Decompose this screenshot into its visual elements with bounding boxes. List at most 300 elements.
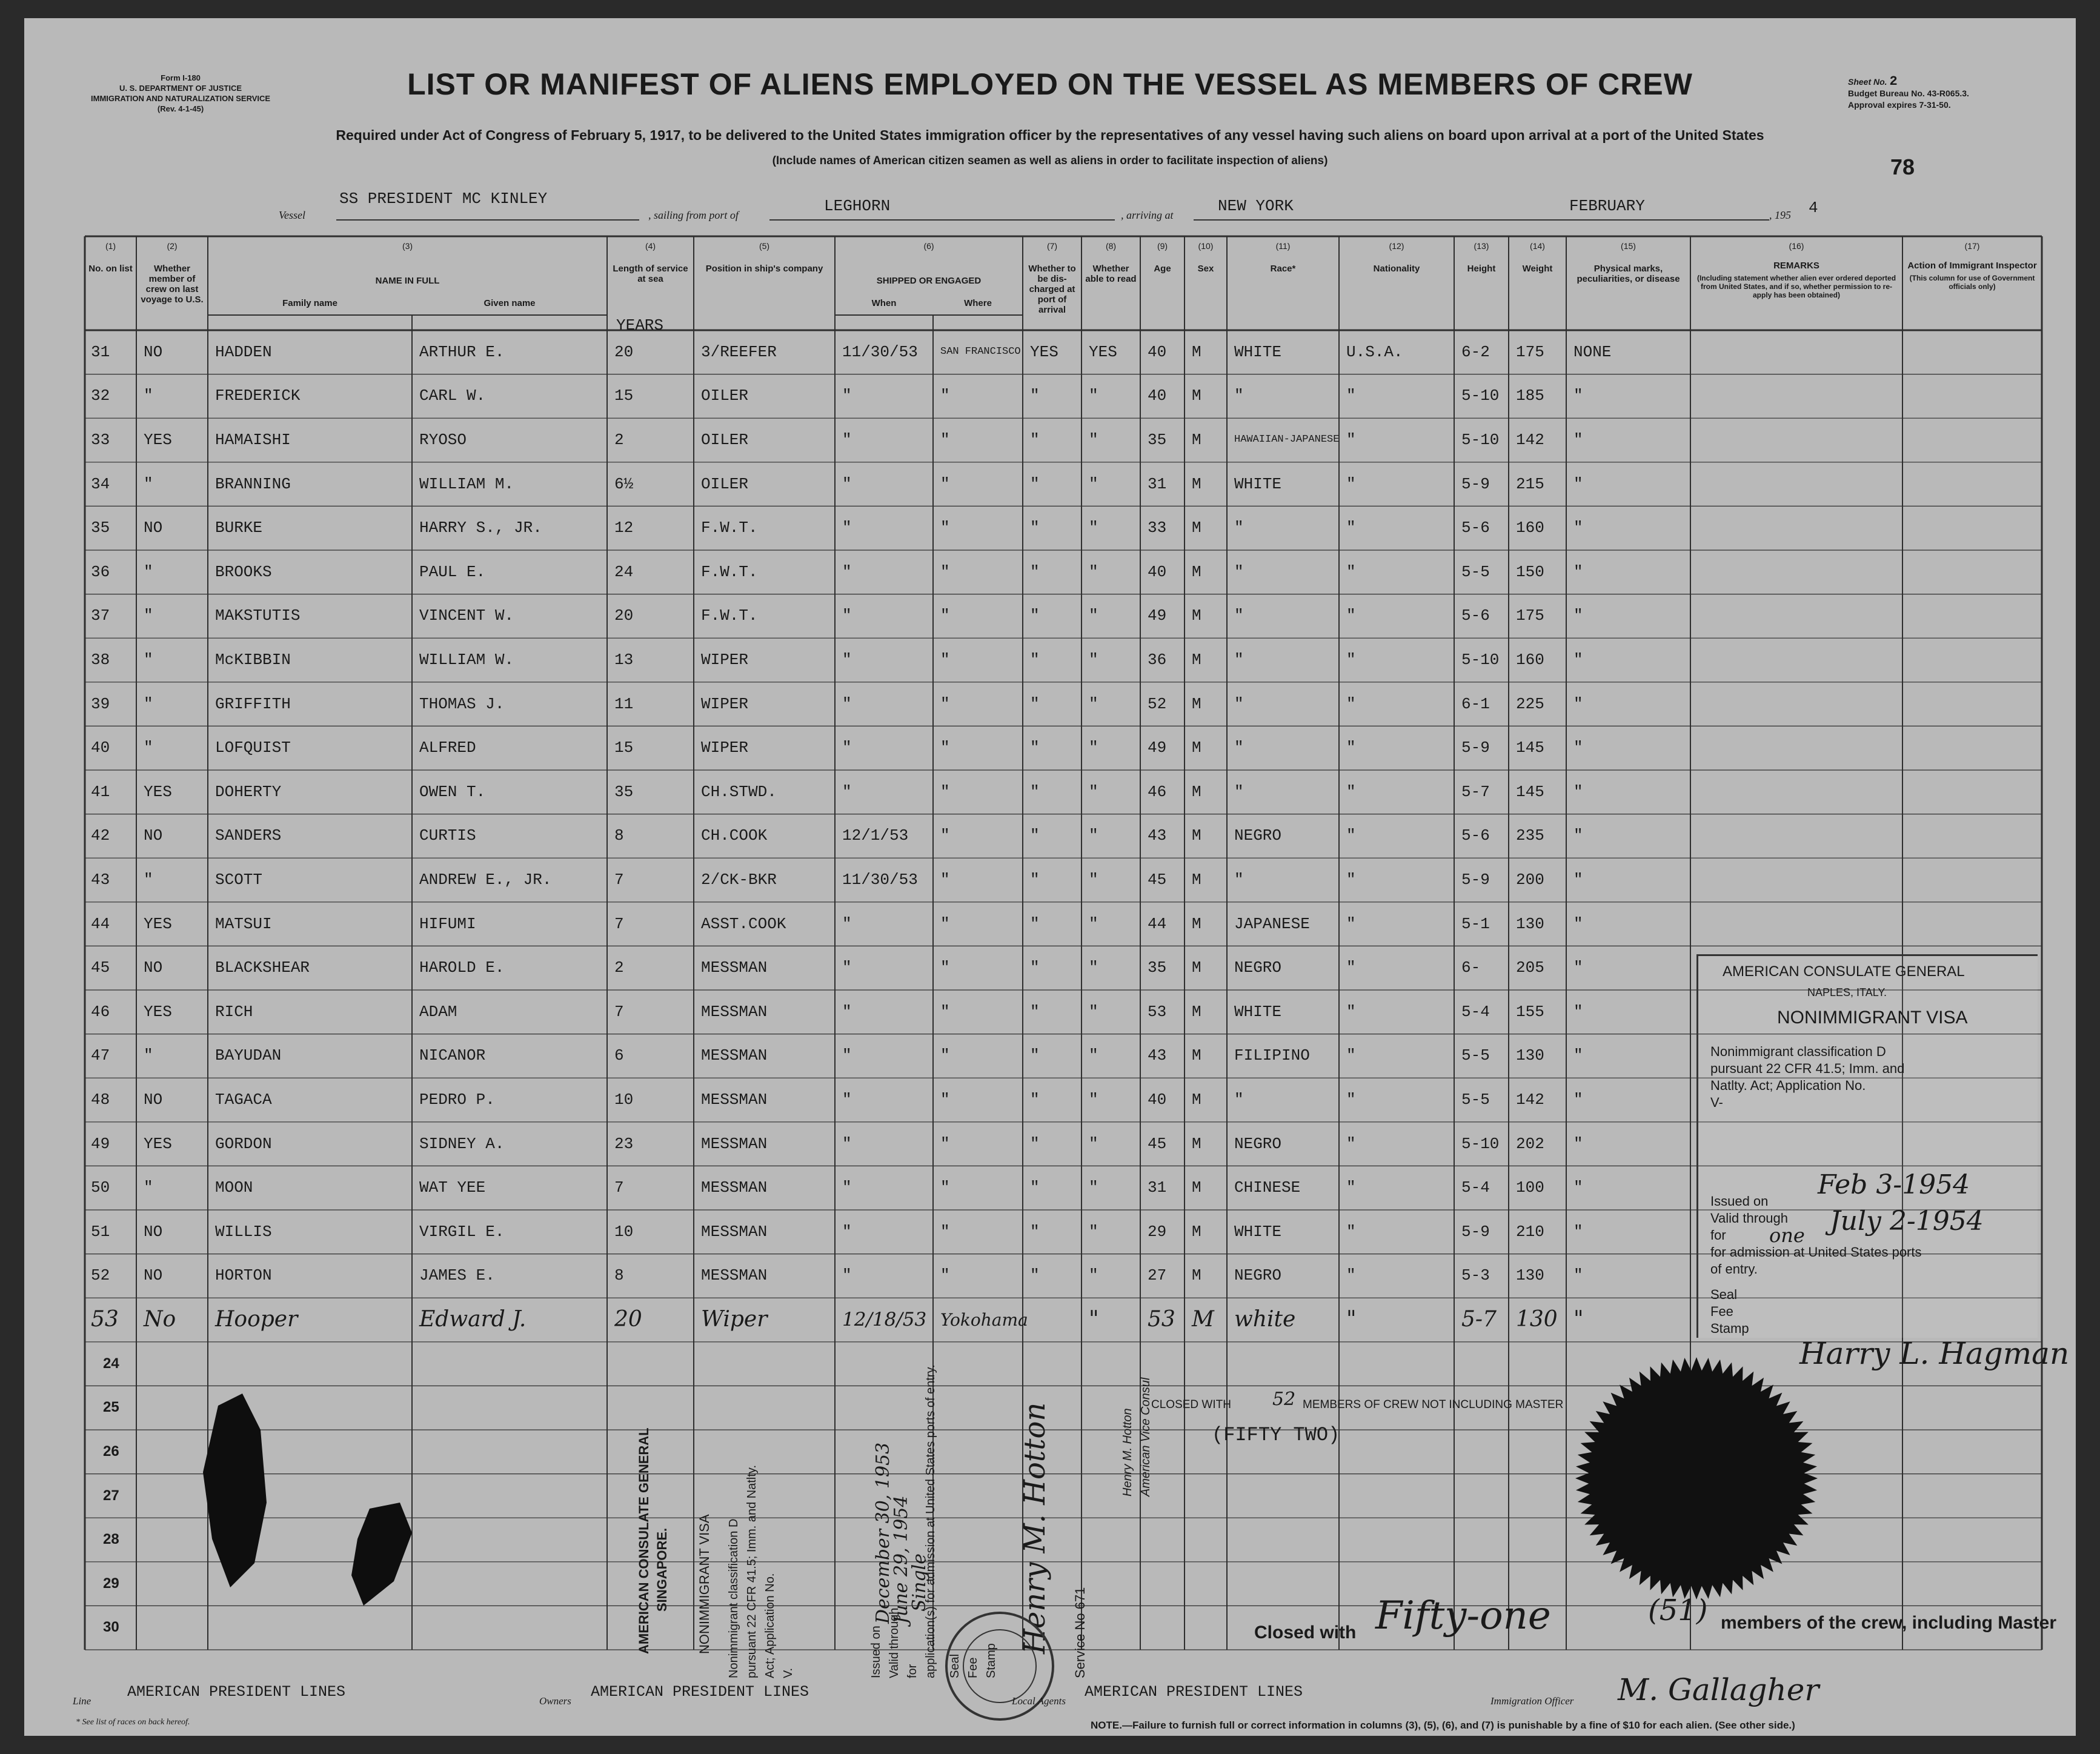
physical-marks-cell: " bbox=[1573, 606, 1583, 625]
race-cell: " bbox=[1234, 782, 1244, 801]
race-cell: FILIPINO bbox=[1234, 1046, 1310, 1065]
stamp-entries: one bbox=[1769, 1224, 1805, 1247]
shipped-where-cell: " bbox=[940, 387, 950, 405]
column-number: (15) bbox=[1621, 241, 1636, 251]
given-name-cell: PAUL E. bbox=[419, 562, 486, 581]
last-voyage-cell: NO bbox=[144, 1266, 163, 1285]
column-header-1: No. on list bbox=[88, 264, 133, 274]
race-cell: " bbox=[1234, 1090, 1244, 1109]
position-cell: OILER bbox=[701, 474, 749, 493]
race-cell: " bbox=[1234, 739, 1244, 757]
column-subheader: Where bbox=[964, 298, 992, 308]
able-to-read-cell: " bbox=[1089, 474, 1098, 493]
row-number-cell: 38 bbox=[91, 650, 110, 669]
nationality-cell: " bbox=[1346, 1090, 1356, 1109]
column-number: (17) bbox=[1964, 241, 1980, 251]
stamp-consulate: AMERICAN CONSULATE GENERAL bbox=[1723, 963, 1965, 980]
sailing-port: LEGHORN bbox=[824, 197, 891, 215]
height-cell: 6-1 bbox=[1461, 694, 1490, 713]
page-subtitle: Required under Act of Congress of February 5, 1917, to be delivered to the United States immigration officer by the representatives of any vessel having such aliens on board upon arrival at a port of the United States bbox=[336, 127, 1764, 143]
empty-row-number: 27 bbox=[103, 1487, 119, 1504]
age-cell: 49 bbox=[1148, 606, 1167, 625]
column-note: (This column for use of Government officials only) bbox=[1909, 274, 2035, 291]
weight-cell: 155 bbox=[1516, 1002, 1544, 1021]
sex-cell: M bbox=[1192, 1134, 1201, 1153]
last-voyage-cell: " bbox=[144, 870, 153, 889]
sex-cell: M bbox=[1192, 519, 1201, 537]
race-cell: JAPANESE bbox=[1234, 914, 1310, 933]
weight-cell: 235 bbox=[1516, 826, 1544, 845]
race-cell: NEGRO bbox=[1234, 1266, 1282, 1285]
discharged-cell: " bbox=[1030, 650, 1040, 669]
arrival-month: FEBRUARY bbox=[1569, 197, 1645, 215]
shipped-where-cell: " bbox=[940, 606, 950, 625]
last-voyage-cell: " bbox=[144, 739, 153, 757]
closed-with-handwritten: Fifty-one bbox=[1375, 1593, 1551, 1638]
nationality-cell: " bbox=[1346, 1178, 1356, 1197]
nationality-cell: " bbox=[1346, 739, 1356, 757]
able-to-read-cell: " bbox=[1089, 650, 1098, 669]
embossed-seal-icon bbox=[1563, 1345, 1830, 1612]
shipped-when-cell: " bbox=[842, 1090, 852, 1109]
given-name-cell: WAT YEE bbox=[419, 1178, 486, 1197]
position-cell: MESSMAN bbox=[701, 1178, 768, 1197]
shipped-when-cell: " bbox=[842, 1134, 852, 1153]
race-cell: " bbox=[1234, 519, 1244, 537]
nationality-cell: U.S.A. bbox=[1346, 342, 1403, 361]
last-voyage-cell: YES bbox=[144, 430, 172, 449]
service-years-cell: 12 bbox=[614, 519, 634, 537]
position-cell: MESSMAN bbox=[701, 1266, 768, 1285]
physical-marks-cell: " bbox=[1573, 562, 1583, 581]
height-cell: 5-7 bbox=[1461, 1306, 1497, 1332]
able-to-read-cell: " bbox=[1089, 826, 1098, 845]
sex-cell: M bbox=[1192, 1266, 1201, 1285]
row-number-cell: 37 bbox=[91, 606, 110, 625]
sex-cell: M bbox=[1192, 562, 1201, 581]
shipped-when-cell: " bbox=[842, 519, 852, 537]
weight-cell: 130 bbox=[1516, 1306, 1558, 1332]
height-cell: 5-9 bbox=[1461, 739, 1490, 757]
physical-marks-cell: " bbox=[1573, 519, 1583, 537]
shipped-where-cell: " bbox=[940, 430, 950, 449]
sex-cell: M bbox=[1192, 606, 1201, 625]
physical-marks-cell: " bbox=[1573, 387, 1583, 405]
race-cell: WHITE bbox=[1234, 342, 1282, 361]
service-years-cell: 20 bbox=[614, 342, 634, 361]
row-number-cell: 43 bbox=[91, 870, 110, 889]
age-cell: 53 bbox=[1148, 1002, 1167, 1021]
sex-cell: M bbox=[1192, 782, 1201, 801]
position-cell: OILER bbox=[701, 430, 749, 449]
physical-marks-cell: " bbox=[1573, 958, 1583, 977]
column-header-2: Whether member of crew on last voyage to U.S. bbox=[141, 264, 204, 305]
service-years-cell: 8 bbox=[614, 826, 624, 845]
last-voyage-cell: NO bbox=[144, 1222, 163, 1241]
discharged-cell: " bbox=[1030, 870, 1040, 889]
physical-marks-cell: " bbox=[1573, 1046, 1583, 1065]
able-to-read-cell: " bbox=[1089, 1178, 1098, 1197]
column-header-6: SHIPPED OR ENGAGED bbox=[876, 276, 982, 286]
weight-cell: 100 bbox=[1516, 1178, 1544, 1197]
sailing-label: , sailing from port of bbox=[648, 209, 739, 221]
position-cell: ASST.COOK bbox=[701, 914, 786, 933]
age-cell: 40 bbox=[1148, 562, 1167, 581]
given-name-cell: ALFRED bbox=[419, 739, 476, 757]
family-name-cell: SCOTT bbox=[215, 870, 263, 889]
position-cell: F.W.T. bbox=[701, 519, 758, 537]
empty-row-number: 24 bbox=[103, 1355, 119, 1372]
empty-row-number: 29 bbox=[103, 1575, 119, 1592]
discharged-cell: " bbox=[1030, 739, 1040, 757]
position-cell: CH.COOK bbox=[701, 826, 768, 845]
last-voyage-cell: YES bbox=[144, 782, 172, 801]
able-to-read-cell: " bbox=[1089, 1306, 1099, 1332]
sex-cell: M bbox=[1192, 650, 1201, 669]
race-cell: white bbox=[1234, 1306, 1296, 1332]
column-number: (11) bbox=[1275, 241, 1291, 251]
discharged-cell: " bbox=[1030, 782, 1040, 801]
age-cell: 52 bbox=[1148, 694, 1167, 713]
column-header-17: Action of Immigrant Inspector bbox=[1907, 261, 2037, 271]
physical-marks-cell: " bbox=[1573, 1306, 1584, 1332]
column-number: (3) bbox=[402, 241, 413, 251]
service-years-cell: 2 bbox=[614, 958, 624, 977]
nationality-cell: " bbox=[1346, 782, 1356, 801]
service-years-cell: 23 bbox=[614, 1134, 634, 1153]
position-cell: F.W.T. bbox=[701, 606, 758, 625]
family-name-cell: BLACKSHEAR bbox=[215, 958, 310, 977]
height-cell: 5-6 bbox=[1461, 519, 1490, 537]
column-header-14: Weight bbox=[1522, 264, 1553, 274]
given-name-cell: SIDNEY A. bbox=[419, 1134, 505, 1153]
physical-marks-cell: " bbox=[1573, 914, 1583, 933]
shipped-where-cell: " bbox=[940, 1266, 950, 1285]
last-voyage-cell: " bbox=[144, 562, 153, 581]
agents-name: AMERICAN PRESIDENT LINES bbox=[1085, 1683, 1303, 1701]
physical-marks-cell: " bbox=[1573, 430, 1583, 449]
shipped-when-cell: 11/30/53 bbox=[842, 870, 918, 889]
column-number: (8) bbox=[1105, 241, 1117, 251]
height-cell: 5-9 bbox=[1461, 1222, 1490, 1241]
nationality-cell: " bbox=[1346, 958, 1356, 977]
height-cell: 5-9 bbox=[1461, 870, 1490, 889]
row-number-cell: 41 bbox=[91, 782, 110, 801]
shipped-where-cell: " bbox=[940, 826, 950, 845]
row-number-cell: 31 bbox=[91, 342, 110, 361]
sex-cell: M bbox=[1192, 1090, 1201, 1109]
race-cell: HAWAIIAN-JAPANESE bbox=[1234, 434, 1340, 446]
service-years-cell: 7 bbox=[614, 1178, 624, 1197]
weight-cell: 150 bbox=[1516, 562, 1544, 581]
discharged-cell: " bbox=[1030, 1134, 1040, 1153]
service-years-cell: 35 bbox=[614, 782, 634, 801]
age-cell: 31 bbox=[1148, 1178, 1167, 1197]
discharged-cell: " bbox=[1030, 430, 1040, 449]
given-name-cell: ARTHUR E. bbox=[419, 342, 505, 361]
page-subnote: (Include names of American citizen seamen as well as aliens in order to facilitate inspection of aliens) bbox=[772, 154, 1328, 167]
weight-cell: 145 bbox=[1516, 782, 1544, 801]
shipped-when-cell: " bbox=[842, 474, 852, 493]
shipped-when-cell: " bbox=[842, 1002, 852, 1021]
race-cell: " bbox=[1234, 562, 1244, 581]
column-header-7: Whether to be dis-charged at port of arrival bbox=[1028, 264, 1076, 315]
discharged-cell: " bbox=[1030, 562, 1040, 581]
consul-signature: Harry L. Hagman bbox=[1799, 1336, 2070, 1371]
empty-row-number: 26 bbox=[103, 1443, 119, 1460]
shipped-when-cell: " bbox=[842, 1222, 852, 1241]
column-header-8: Whether able to read bbox=[1085, 264, 1137, 284]
able-to-read-cell: " bbox=[1089, 958, 1098, 977]
race-cell: CHINESE bbox=[1234, 1178, 1301, 1197]
column-number: (2) bbox=[167, 241, 178, 251]
weight-cell: 215 bbox=[1516, 474, 1544, 493]
able-to-read-cell: " bbox=[1089, 1002, 1098, 1021]
row-number-cell: 48 bbox=[91, 1090, 110, 1109]
year-label: , 195 bbox=[1769, 209, 1791, 221]
service-years-cell: 2 bbox=[614, 430, 624, 449]
service-years-cell: 13 bbox=[614, 650, 634, 669]
physical-marks-cell: " bbox=[1573, 1178, 1583, 1197]
service-years-cell: 15 bbox=[614, 739, 634, 757]
shipped-where-cell: " bbox=[940, 694, 950, 713]
row-number-cell: 42 bbox=[91, 826, 110, 845]
able-to-read-cell: " bbox=[1089, 1222, 1098, 1241]
age-cell: 40 bbox=[1148, 342, 1167, 361]
nationality-cell: " bbox=[1346, 1306, 1357, 1332]
race-cell: " bbox=[1234, 387, 1244, 405]
race-cell: WHITE bbox=[1234, 1222, 1282, 1241]
physical-marks-cell: NONE bbox=[1573, 342, 1612, 361]
family-name-cell: BURKE bbox=[215, 519, 263, 537]
sex-cell: M bbox=[1192, 1178, 1201, 1197]
able-to-read-cell: " bbox=[1089, 1266, 1098, 1285]
family-name-cell: McKIBBIN bbox=[215, 650, 291, 669]
given-name-cell: HARRY S., JR. bbox=[419, 519, 542, 537]
family-name-cell: HORTON bbox=[215, 1266, 272, 1285]
discharged-cell: " bbox=[1030, 474, 1040, 493]
physical-marks-cell: " bbox=[1573, 694, 1583, 713]
column-number: (9) bbox=[1157, 241, 1168, 251]
race-cell: " bbox=[1234, 650, 1244, 669]
row-number-cell: 46 bbox=[91, 1002, 110, 1021]
height-cell: 5-1 bbox=[1461, 914, 1490, 933]
column-number: (12) bbox=[1389, 241, 1404, 251]
able-to-read-cell: " bbox=[1089, 914, 1098, 933]
height-cell: 5-10 bbox=[1461, 387, 1500, 405]
position-cell: OILER bbox=[701, 387, 749, 405]
weight-cell: 202 bbox=[1516, 1134, 1544, 1153]
nonimmigrant-visa-stamp: AMERICAN CONSULATE GENERAL NAPLES, ITALY. NONIMMIGRANT VISA Nonimmigrant classification D pursuant 22 CFR 41.5; Imm. and Natlty. Act; Application No. V- Issued on Valid through for for admission at United States ports of entry. Seal Fee Stamp bbox=[1696, 954, 2038, 1338]
row-number-cell: 45 bbox=[91, 958, 110, 977]
column-header-13: Height bbox=[1467, 264, 1496, 274]
age-cell: 35 bbox=[1148, 430, 1167, 449]
nationality-cell: " bbox=[1346, 870, 1356, 889]
shipped-when-cell: " bbox=[842, 1046, 852, 1065]
height-cell: 5-4 bbox=[1461, 1002, 1490, 1021]
weight-cell: 200 bbox=[1516, 870, 1544, 889]
row-number-cell: 36 bbox=[91, 562, 110, 581]
shipped-where-cell: " bbox=[940, 739, 950, 757]
closed-with-number: (51) bbox=[1648, 1593, 1708, 1627]
nationality-cell: " bbox=[1346, 430, 1356, 449]
shipped-when-cell: " bbox=[842, 958, 852, 977]
vessel-name: SS PRESIDENT MC KINLEY bbox=[339, 190, 548, 208]
family-name-cell: LOFQUIST bbox=[215, 739, 291, 757]
family-name-cell: GRIFFITH bbox=[215, 694, 291, 713]
closed-with-label: Closed with bbox=[1254, 1623, 1357, 1643]
shipped-when-cell: 12/1/53 bbox=[842, 826, 909, 845]
nationality-cell: " bbox=[1346, 1046, 1356, 1065]
position-cell: MESSMAN bbox=[701, 1002, 768, 1021]
nationality-cell: " bbox=[1346, 1266, 1356, 1285]
sex-cell: M bbox=[1192, 958, 1201, 977]
service-years-cell: 7 bbox=[614, 870, 624, 889]
physical-marks-cell: " bbox=[1573, 1090, 1583, 1109]
given-name-cell: HAROLD E. bbox=[419, 958, 505, 977]
weight-cell: 225 bbox=[1516, 694, 1544, 713]
position-cell: F.W.T. bbox=[701, 562, 758, 581]
last-voyage-cell: NO bbox=[144, 826, 163, 845]
family-name-cell: SANDERS bbox=[215, 826, 282, 845]
last-voyage-cell: NO bbox=[144, 1090, 163, 1109]
shipped-when-cell: " bbox=[842, 650, 852, 669]
discharged-cell: " bbox=[1030, 1222, 1040, 1241]
age-cell: 36 bbox=[1148, 650, 1167, 669]
last-voyage-cell: " bbox=[144, 694, 153, 713]
given-name-cell: VIRGIL E. bbox=[419, 1222, 505, 1241]
height-cell: 5-5 bbox=[1461, 1046, 1490, 1065]
shipped-where-cell: Yokohama bbox=[940, 1309, 1028, 1330]
height-cell: 5-7 bbox=[1461, 782, 1490, 801]
position-cell: MESSMAN bbox=[701, 1090, 768, 1109]
discharged-cell: " bbox=[1030, 1266, 1040, 1285]
closed-with-suffix: members of the crew, including Master bbox=[1721, 1613, 2057, 1633]
nationality-cell: " bbox=[1346, 387, 1356, 405]
closed-with-typed-label: CLOSED WITH bbox=[1151, 1398, 1231, 1411]
shipped-when-cell: " bbox=[842, 1178, 852, 1197]
last-voyage-cell: " bbox=[144, 606, 153, 625]
able-to-read-cell: YES bbox=[1089, 342, 1117, 361]
physical-marks-cell: " bbox=[1573, 782, 1583, 801]
discharged-cell: " bbox=[1030, 1090, 1040, 1109]
arriving-port: NEW YORK bbox=[1218, 197, 1294, 215]
able-to-read-cell: " bbox=[1089, 1046, 1098, 1065]
column-extra: YEARS bbox=[616, 316, 664, 334]
discharged-cell: " bbox=[1030, 958, 1040, 977]
row-number-cell: 34 bbox=[91, 474, 110, 493]
position-cell: WIPER bbox=[701, 694, 749, 713]
last-voyage-cell: " bbox=[144, 1178, 153, 1197]
service-years-cell: 20 bbox=[614, 606, 634, 625]
column-header-9: Age bbox=[1154, 264, 1171, 274]
last-voyage-cell: " bbox=[144, 474, 153, 493]
physical-marks-cell: " bbox=[1573, 474, 1583, 493]
shipped-where-cell: " bbox=[940, 1134, 950, 1153]
singapore-city: SINGAPORE. bbox=[654, 1527, 670, 1612]
physical-marks-cell: " bbox=[1573, 1002, 1583, 1021]
shipped-when-cell: " bbox=[842, 387, 852, 405]
given-name-cell: WILLIAM M. bbox=[419, 474, 514, 493]
last-voyage-cell: YES bbox=[144, 1134, 172, 1153]
closed-with-typed-count: 52 bbox=[1272, 1389, 1296, 1410]
empty-row-number: 25 bbox=[103, 1399, 119, 1416]
stamp-visa-title: NONIMMIGRANT VISA bbox=[1777, 1008, 1968, 1028]
given-name-cell: OWEN T. bbox=[419, 782, 486, 801]
shipped-where-cell: " bbox=[940, 1222, 950, 1241]
service-years-cell: 7 bbox=[614, 914, 624, 933]
given-name-cell: RYOSO bbox=[419, 430, 467, 449]
race-cell: WHITE bbox=[1234, 474, 1282, 493]
age-cell: 40 bbox=[1148, 387, 1167, 405]
year-digit: 4 bbox=[1809, 199, 1818, 217]
able-to-read-cell: " bbox=[1089, 1134, 1098, 1153]
height-cell: 6-2 bbox=[1461, 342, 1490, 361]
column-number: (14) bbox=[1530, 241, 1545, 251]
sex-cell: M bbox=[1192, 694, 1201, 713]
discharged-cell: " bbox=[1030, 387, 1040, 405]
shipped-where-cell: " bbox=[940, 958, 950, 977]
age-cell: 44 bbox=[1148, 914, 1167, 933]
sex-cell: M bbox=[1192, 914, 1201, 933]
position-cell: WIPER bbox=[701, 739, 749, 757]
shipped-where-cell: " bbox=[940, 1002, 950, 1021]
family-name-cell: BAYUDAN bbox=[215, 1046, 282, 1065]
weight-cell: 145 bbox=[1516, 739, 1544, 757]
row-number-cell: 32 bbox=[91, 387, 110, 405]
nationality-cell: " bbox=[1346, 606, 1356, 625]
service-years-cell: 10 bbox=[614, 1222, 634, 1241]
shipped-when-cell: " bbox=[842, 739, 852, 757]
last-voyage-cell: " bbox=[144, 387, 153, 405]
sex-cell: M bbox=[1192, 387, 1201, 405]
given-name-cell: CARL W. bbox=[419, 387, 486, 405]
shipped-where-cell: " bbox=[940, 782, 950, 801]
row-number-cell: 40 bbox=[91, 739, 110, 757]
family-name-cell: TAGACA bbox=[215, 1090, 272, 1109]
physical-marks-cell: " bbox=[1573, 870, 1583, 889]
row-number-cell: 52 bbox=[91, 1266, 110, 1285]
age-cell: 49 bbox=[1148, 739, 1167, 757]
able-to-read-cell: " bbox=[1089, 1090, 1098, 1109]
discharged-cell: " bbox=[1030, 694, 1040, 713]
empty-row-number: 30 bbox=[103, 1619, 119, 1636]
penalty-note: NOTE.—Failure to furnish full or correct information in columns (3), (5), (6), and (7) is punishable by a fine of $10 for each alien. (See other side.) bbox=[1091, 1719, 1795, 1731]
stamp-issued-date: Feb 3-1954 bbox=[1818, 1169, 1970, 1200]
age-cell: 31 bbox=[1148, 474, 1167, 493]
able-to-read-cell: " bbox=[1089, 606, 1098, 625]
position-cell: MESSMAN bbox=[701, 1046, 768, 1065]
able-to-read-cell: " bbox=[1089, 430, 1098, 449]
weight-cell: 175 bbox=[1516, 606, 1544, 625]
column-subheader: Given name bbox=[483, 298, 536, 308]
age-cell: 46 bbox=[1148, 782, 1167, 801]
nationality-cell: " bbox=[1346, 650, 1356, 669]
sex-cell: M bbox=[1192, 474, 1201, 493]
able-to-read-cell: " bbox=[1089, 519, 1098, 537]
discharged-cell: " bbox=[1030, 914, 1040, 933]
line-name: AMERICAN PRESIDENT LINES bbox=[127, 1683, 346, 1701]
able-to-read-cell: " bbox=[1089, 870, 1098, 889]
shipped-where-cell: SAN FRANCISCO bbox=[940, 346, 1021, 358]
nationality-cell: " bbox=[1346, 694, 1356, 713]
nationality-cell: " bbox=[1346, 474, 1356, 493]
form-identifier: Form I-180 U. S. DEPARTMENT OF JUSTICE IMMIGRATION AND NATURALIZATION SERVICE (Rev. 4-1-45) bbox=[91, 73, 271, 113]
discharged-cell: " bbox=[1030, 1178, 1040, 1197]
service-years-cell: 24 bbox=[614, 562, 634, 581]
column-header-5: Position in ship's company bbox=[705, 264, 823, 274]
discharged-cell: " bbox=[1030, 1046, 1040, 1065]
